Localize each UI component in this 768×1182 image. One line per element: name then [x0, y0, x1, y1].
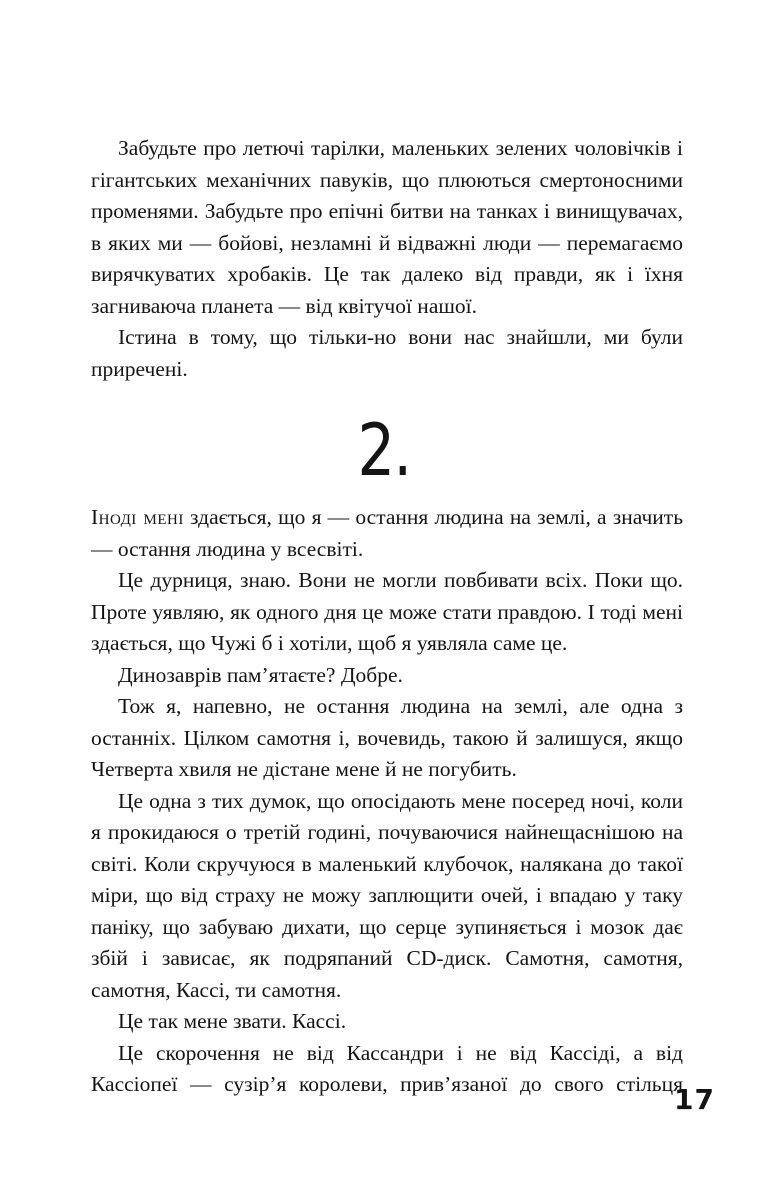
paragraph: Це скорочення не від Кассандри і не від Кассіді, а від Кассіопеї — сузір’я королеви, прив’язаної до свого стільця [91, 1040, 683, 1096]
opening-small-caps: Іноді мені [91, 505, 184, 529]
paragraph: Це одна з тих думок, що опосідають мене посеред ночі, коли я прокидаюся о третій годині, почуваючися найнещаснішою на світі. Коли скручуюся в маленький клубочок, налякана до такої міри, що від страху не можу заплющити очей, і впадаю у таку паніку, що забуваю дихати, що серце зупиняється і мозок дає збій і зависає, як подряпаний CD-диск. Самотня, самотня, самотня, Кассі, ти самотня. [91, 788, 683, 1002]
page-number: 17 [674, 1083, 715, 1116]
section-2-text [91, 502, 683, 1101]
chapter-number: 2. [357, 408, 411, 492]
paragraph: Динозаврів пам’ятаєте? Добре. [118, 662, 403, 687]
paragraph: Істина в тому, що тільки-но вони нас знайшли, ми були приречені. [91, 325, 683, 381]
paragraph: Це дурниця, знаю. Вони не могли повбивати всіх. Поки що. Проте уявляю, як одного дня це може стати правдою. І тоді мені здається, що Чужі б і хотіли, щоб я уявляла саме це. [91, 568, 683, 655]
opening-paragraph [91, 502, 683, 565]
opening-rest: здається, що я — остання людина на землі, а значить — остання людина у всесвіті. [91, 505, 683, 561]
section-1-text [91, 133, 683, 385]
paragraph: Це так мене звати. Кассі. [118, 1009, 347, 1033]
paragraph: Тож я, напевно, не остання людина на землі, але одна з останніх. Цілком самотня і, вочевидь, такою й залишуся, якщо Четверта хвиля не дістане мене й не погубить. [91, 694, 683, 781]
paragraph: Забудьте про летючі тарілки, маленьких зелених чоловічків і гігантських механічних павуків, що плюються смертоносними променями. Забудьте про епічні битви на танках і винищувачах, в яких ми — бойові, незламні й відважні люди — перемагаємо вирячкуватих хробаків. Це так далеко від правди, як і їхня загниваюча планета — від квітучої нашої. [91, 136, 683, 318]
